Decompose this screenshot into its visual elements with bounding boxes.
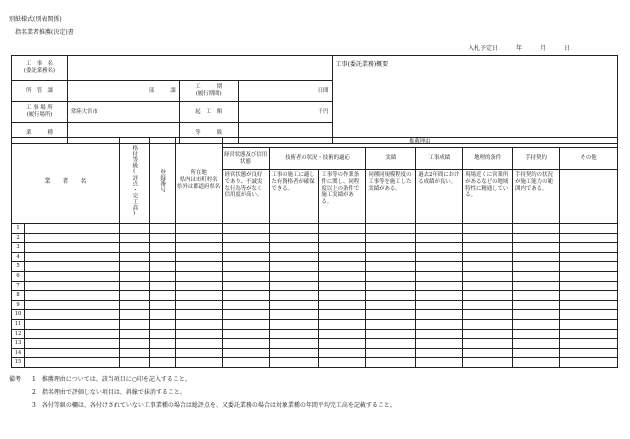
row-cell[interactable] (560, 262, 618, 272)
row-cell[interactable] (222, 319, 269, 329)
row-cell[interactable] (175, 243, 222, 253)
table-row (12, 224, 618, 234)
row-cell[interactable] (366, 300, 416, 310)
row-cell[interactable] (24, 291, 119, 301)
reason-group-header: 推薦理由 (222, 138, 617, 148)
row-cell[interactable] (416, 262, 463, 272)
address-note: 県内は市町村名 (179, 177, 218, 184)
work-name-value[interactable] (67, 56, 332, 81)
row-cell[interactable] (222, 262, 269, 272)
period-sublabel: (履行期間) (195, 91, 222, 97)
row-cell[interactable] (513, 252, 560, 262)
document-title: 指名業者推薦(決定)書 (15, 29, 74, 36)
row-cell[interactable] (149, 348, 175, 358)
note-item-3: 3 各付等級の欄は、各付けされていない工事業種の場合は総評点を、又委託業務の場合は対象業種の年間平均完工高を記載すること。 (32, 402, 396, 409)
row-cell[interactable] (513, 319, 560, 329)
row-cell[interactable] (222, 300, 269, 310)
row-cell[interactable] (119, 224, 149, 234)
score-header (119, 138, 149, 224)
row-cell[interactable] (463, 291, 513, 301)
reason-col-5-title: 工事成績 (416, 148, 463, 170)
row-cell[interactable] (269, 252, 319, 262)
row-cell[interactable] (366, 358, 416, 368)
bid-date: 入札予定日 年 月 日 (468, 45, 571, 52)
row-cell[interactable] (366, 224, 416, 234)
row-cell[interactable] (222, 348, 269, 358)
dept-value[interactable]: 部 課 (67, 81, 179, 102)
vendor-name-header (12, 138, 120, 224)
row-cell[interactable] (175, 291, 222, 301)
row-number: 11 (12, 319, 25, 329)
row-cell[interactable] (319, 358, 366, 368)
table-row (12, 262, 618, 272)
row-cell[interactable] (269, 319, 319, 329)
row-cell[interactable] (513, 271, 560, 281)
registration-label: 登録番号 (159, 168, 166, 193)
row-cell[interactable] (513, 291, 560, 301)
row-cell[interactable] (175, 252, 222, 262)
row-cell[interactable] (319, 348, 366, 358)
row-cell[interactable] (366, 319, 416, 329)
project-info-table (11, 55, 618, 144)
note-item-2: 2 指名理由で評価しない項目は、斜線で抹消すること。 (32, 389, 186, 396)
row-cell[interactable] (416, 358, 463, 368)
row-number: 8 (12, 291, 25, 301)
row-cell[interactable] (416, 233, 463, 243)
row-cell[interactable] (463, 358, 513, 368)
row-cell[interactable] (513, 329, 560, 339)
row-cell[interactable] (119, 329, 149, 339)
row-cell[interactable] (149, 224, 175, 234)
row-cell[interactable] (366, 281, 416, 291)
row-cell[interactable] (416, 281, 463, 291)
vendor-rows (12, 224, 618, 368)
row-cell[interactable] (119, 358, 149, 368)
row-cell[interactable] (560, 300, 618, 310)
notes-label: 備考 (9, 376, 22, 383)
row-cell[interactable] (119, 281, 149, 291)
row-cell[interactable] (319, 319, 366, 329)
row-cell[interactable] (463, 310, 513, 320)
period-label: 工 期 (195, 84, 223, 91)
row-cell[interactable] (463, 252, 513, 262)
row-cell[interactable] (149, 329, 175, 339)
row-cell[interactable] (175, 281, 222, 291)
location-sublabel: (履行場所) (26, 112, 53, 118)
row-number: 3 (12, 243, 25, 253)
row-cell[interactable] (24, 339, 119, 349)
grade-label: 等 級 (179, 123, 238, 144)
row-cell[interactable] (149, 358, 175, 368)
row-cell[interactable] (119, 319, 149, 329)
row-cell[interactable] (149, 319, 175, 329)
table-row (12, 329, 618, 339)
row-cell[interactable] (513, 310, 560, 320)
row-cell[interactable] (416, 348, 463, 358)
row-cell[interactable] (149, 281, 175, 291)
row-cell[interactable] (119, 310, 149, 320)
row-cell[interactable] (513, 243, 560, 253)
row-cell[interactable] (24, 358, 119, 368)
row-cell[interactable] (416, 319, 463, 329)
estimate-value[interactable]: 千円 (238, 102, 332, 123)
row-cell[interactable] (560, 243, 618, 253)
row-cell[interactable] (269, 329, 319, 339)
row-cell[interactable] (416, 300, 463, 310)
row-cell[interactable] (463, 339, 513, 349)
row-cell[interactable] (463, 243, 513, 253)
row-cell[interactable] (175, 310, 222, 320)
row-cell[interactable] (416, 310, 463, 320)
row-cell[interactable] (24, 233, 119, 243)
row-cell[interactable] (513, 348, 560, 358)
row-cell[interactable] (24, 329, 119, 339)
row-cell[interactable] (416, 339, 463, 349)
row-cell[interactable] (175, 271, 222, 281)
table-row (12, 252, 618, 262)
row-cell[interactable] (175, 358, 222, 368)
address-label: 所在地 (190, 170, 207, 177)
row-cell[interactable] (560, 358, 618, 368)
row-cell[interactable] (24, 281, 119, 291)
score-label: 格付等級(評点・完工高) (131, 144, 138, 217)
period-value[interactable]: 日間 (238, 81, 332, 102)
row-cell[interactable] (366, 243, 416, 253)
row-cell[interactable] (319, 291, 366, 301)
row-cell[interactable] (513, 339, 560, 349)
row-cell[interactable] (560, 319, 618, 329)
row-cell[interactable] (149, 310, 175, 320)
row-cell[interactable] (416, 329, 463, 339)
row-cell[interactable] (175, 300, 222, 310)
row-cell[interactable] (269, 243, 319, 253)
row-cell[interactable] (560, 310, 618, 320)
table-row (12, 339, 618, 349)
row-cell[interactable] (222, 252, 269, 262)
row-cell[interactable] (513, 262, 560, 272)
row-cell[interactable] (222, 339, 269, 349)
row-cell[interactable] (269, 358, 319, 368)
row-cell[interactable] (119, 252, 149, 262)
row-cell[interactable] (269, 348, 319, 358)
row-cell[interactable] (319, 281, 366, 291)
row-cell[interactable] (149, 262, 175, 272)
row-cell[interactable] (366, 252, 416, 262)
table-row (12, 300, 618, 310)
row-cell[interactable] (416, 224, 463, 234)
row-cell[interactable] (119, 262, 149, 272)
row-cell[interactable] (119, 291, 149, 301)
row-cell[interactable] (222, 310, 269, 320)
row-cell[interactable] (269, 300, 319, 310)
row-cell[interactable] (269, 310, 319, 320)
row-cell[interactable] (269, 262, 319, 272)
row-cell[interactable] (149, 300, 175, 310)
work-overview-cell[interactable] (332, 56, 618, 144)
row-cell[interactable] (24, 243, 119, 253)
row-cell[interactable] (319, 339, 366, 349)
reason-col-2-desc: 工事の施工に適した有資格者が確保できる。 (269, 170, 319, 224)
registration-header (149, 138, 175, 224)
row-cell[interactable] (269, 339, 319, 349)
row-cell[interactable] (463, 319, 513, 329)
location-label: 工 事 場 所 (26, 105, 53, 112)
table-row (12, 348, 618, 358)
reason-col-3-desc: 工事等の作業条件に関し、同程度以上の条件で施工実績がある。 (319, 170, 366, 224)
reason-col-4-desc: 同種同規模程度の工事等を施工した実績がある。 (366, 170, 416, 224)
row-cell[interactable] (175, 262, 222, 272)
row-cell[interactable] (513, 233, 560, 243)
row-cell[interactable] (222, 243, 269, 253)
row-cell[interactable] (269, 291, 319, 301)
table-row (12, 271, 618, 281)
row-cell[interactable] (366, 233, 416, 243)
row-cell[interactable] (24, 262, 119, 272)
row-number: 9 (12, 300, 25, 310)
row-cell[interactable] (222, 233, 269, 243)
row-cell[interactable] (560, 291, 618, 301)
reason-col-1-title: 経営状態及び信用状態 (222, 148, 269, 170)
row-cell[interactable] (269, 271, 319, 281)
row-cell[interactable] (560, 329, 618, 339)
work-name-sublabel: (委託業務名) (23, 68, 56, 74)
row-cell[interactable] (319, 233, 366, 243)
row-cell[interactable] (366, 291, 416, 301)
row-cell[interactable] (366, 310, 416, 320)
row-cell[interactable] (513, 281, 560, 291)
row-number: 12 (12, 329, 25, 339)
row-cell[interactable] (560, 224, 618, 234)
row-cell[interactable] (513, 300, 560, 310)
location-value[interactable]: 常陸大宮市 (67, 102, 179, 123)
row-number: 14 (12, 348, 25, 358)
row-cell[interactable] (119, 339, 149, 349)
row-cell[interactable] (24, 224, 119, 234)
row-cell[interactable] (149, 252, 175, 262)
row-cell[interactable] (366, 339, 416, 349)
row-cell[interactable] (463, 233, 513, 243)
row-cell[interactable] (560, 281, 618, 291)
row-cell[interactable] (416, 243, 463, 253)
row-cell[interactable] (149, 291, 175, 301)
row-cell[interactable] (319, 300, 366, 310)
row-cell[interactable] (463, 271, 513, 281)
row-cell[interactable] (560, 339, 618, 349)
row-cell[interactable] (366, 348, 416, 358)
row-number: 4 (12, 252, 25, 262)
row-cell[interactable] (319, 310, 366, 320)
row-cell[interactable] (149, 243, 175, 253)
vendor-recommendation-table (11, 137, 618, 368)
row-cell[interactable] (560, 233, 618, 243)
row-number: 15 (12, 358, 25, 368)
row-cell[interactable] (222, 271, 269, 281)
category-label: 業 種 (12, 123, 68, 144)
row-cell[interactable] (175, 319, 222, 329)
table-row (12, 319, 618, 329)
row-number: 7 (12, 281, 25, 291)
row-cell[interactable] (119, 233, 149, 243)
reason-col-5-desc: 過去2年間における成績が良い。 (416, 170, 463, 224)
row-cell[interactable] (416, 291, 463, 301)
row-cell[interactable] (513, 358, 560, 368)
row-cell[interactable] (119, 243, 149, 253)
row-cell[interactable] (24, 348, 119, 358)
row-cell[interactable] (463, 300, 513, 310)
reason-col-7-title: 手持契約 (513, 148, 560, 170)
row-cell[interactable] (222, 224, 269, 234)
row-cell[interactable] (149, 339, 175, 349)
row-cell[interactable] (24, 319, 119, 329)
row-cell[interactable] (269, 224, 319, 234)
row-cell[interactable] (119, 348, 149, 358)
row-cell[interactable] (269, 281, 319, 291)
table-row (12, 358, 618, 368)
reason-col-7-desc: 手持契約の状況が施工能力の範囲内である。 (513, 170, 560, 224)
row-cell[interactable] (366, 329, 416, 339)
row-number: 10 (12, 310, 25, 320)
row-cell[interactable] (24, 310, 119, 320)
row-cell[interactable] (560, 271, 618, 281)
row-cell[interactable] (24, 252, 119, 262)
row-cell[interactable] (175, 233, 222, 243)
row-cell[interactable] (319, 262, 366, 272)
table-row (12, 233, 618, 243)
row-cell[interactable] (119, 300, 149, 310)
row-cell[interactable] (319, 271, 366, 281)
work-name-label-cell (12, 56, 68, 81)
row-cell[interactable] (366, 262, 416, 272)
estimate-label: 起 工 額 (179, 102, 238, 123)
row-cell[interactable] (175, 329, 222, 339)
row-number: 1 (12, 224, 25, 234)
work-name-label: 工 事 名 (25, 61, 53, 68)
row-cell[interactable] (149, 233, 175, 243)
row-number: 2 (12, 233, 25, 243)
row-cell[interactable] (463, 281, 513, 291)
reason-col-8-desc (560, 170, 618, 224)
row-cell[interactable] (269, 233, 319, 243)
table-row (12, 310, 618, 320)
row-cell[interactable] (463, 348, 513, 358)
reason-col-4-title: 実績 (366, 148, 416, 170)
work-overview-label: 工事(委託業務)概要 (335, 61, 389, 68)
row-cell[interactable] (319, 252, 366, 262)
note-item-1: 1 推薦理由については、該当項目に○印を記入すること。 (32, 376, 191, 383)
address-header (175, 138, 222, 224)
row-number: 13 (12, 339, 25, 349)
row-cell[interactable] (560, 252, 618, 262)
address-note-2: 県外は都道府県名 (177, 183, 221, 190)
row-cell[interactable] (319, 329, 366, 339)
row-cell[interactable] (319, 224, 366, 234)
row-cell[interactable] (175, 339, 222, 349)
row-cell[interactable] (24, 300, 119, 310)
row-cell[interactable] (175, 348, 222, 358)
dept-label: 所 管 課 (12, 81, 68, 102)
table-row (12, 281, 618, 291)
row-number: 5 (12, 262, 25, 272)
row-cell[interactable] (222, 291, 269, 301)
reason-col-8-title: その他 (560, 148, 618, 170)
vendor-name-label: 業 者 名 (44, 178, 87, 185)
period-label-cell (179, 81, 238, 102)
row-cell[interactable] (463, 262, 513, 272)
row-cell[interactable] (416, 271, 463, 281)
reason-col-2-title: 技術者の状況・技術的適応 (269, 148, 366, 170)
row-cell[interactable] (319, 243, 366, 253)
row-cell[interactable] (416, 252, 463, 262)
row-number: 6 (12, 271, 25, 281)
form-number: 別紙様式(別表関係) (9, 16, 62, 23)
location-label-cell (12, 102, 68, 123)
row-cell[interactable] (560, 348, 618, 358)
row-cell[interactable] (513, 224, 560, 234)
reason-col-1-desc: 経営状態が良好であり、不誠実な行為等がなく信用度が高い。 (222, 170, 269, 224)
table-row (12, 243, 618, 253)
row-cell[interactable] (463, 329, 513, 339)
row-cell[interactable] (366, 271, 416, 281)
row-cell[interactable] (222, 329, 269, 339)
row-cell[interactable] (222, 358, 269, 368)
table-row (12, 291, 618, 301)
row-cell[interactable] (24, 271, 119, 281)
row-cell[interactable] (149, 271, 175, 281)
reason-col-6-title: 地理的条件 (463, 148, 513, 170)
row-cell[interactable] (463, 224, 513, 234)
row-cell[interactable] (175, 224, 222, 234)
reason-col-6-desc: 現場近くに営業所があるなどの地域特性に精通している。 (463, 170, 513, 224)
row-cell[interactable] (222, 281, 269, 291)
row-cell[interactable] (119, 271, 149, 281)
